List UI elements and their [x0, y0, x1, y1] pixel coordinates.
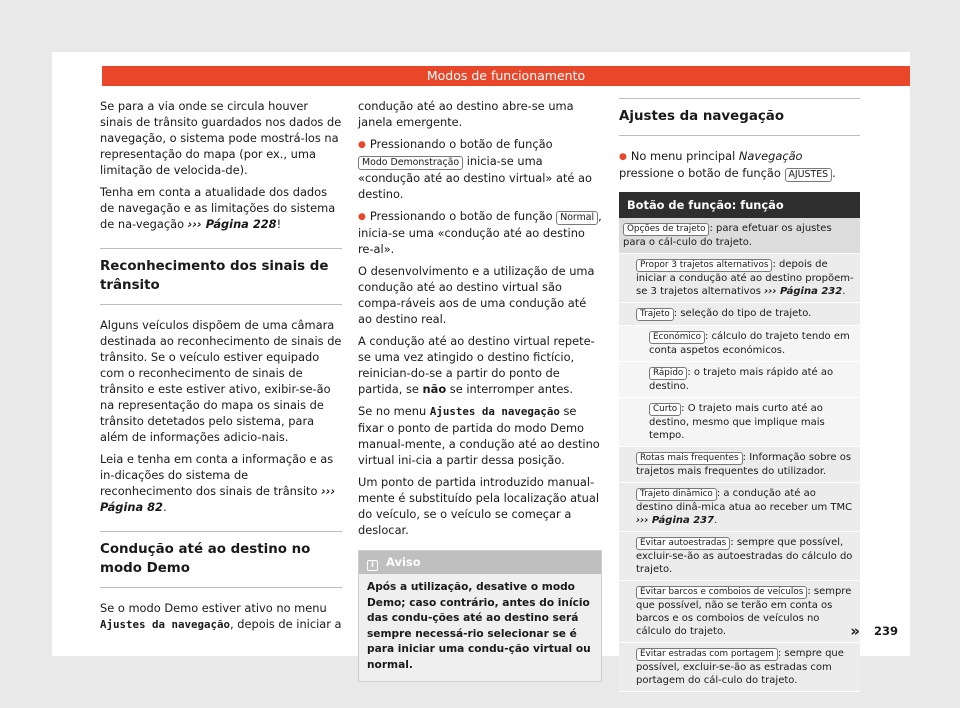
function-button-label: Curto: [649, 403, 681, 416]
manual-page: [52, 52, 910, 686]
paragraph: Se para a via onde se circula houver sinais de trânsito guardados nos dados de navegação, o sistema pode mostrá-los na representação do mapa (por ex., uma limitação de velocida-de).: [100, 99, 342, 177]
section-header: Modos de funcionamento: [102, 66, 910, 86]
paragraph: O desenvolvimento e a utilização de uma condução até ao destino virtual são compa-ráveis aos de uma condução até ao destino real.: [358, 264, 595, 326]
table-row: Trajeto dinâmico : a condução até ao destino dinâ-mica atua ao receber um TMC ››› Página 237.: [619, 483, 860, 532]
function-table: [619, 192, 860, 692]
page-reference-link[interactable]: ››› Página 228: [187, 217, 277, 231]
bullet-item: ● Pressionando o botão de função Normal , inicia-se uma «condução até ao destino re-al».: [358, 208, 602, 257]
section-heading: Ajustes da navegação: [619, 98, 860, 136]
table-row: Evitar barcos e comboios de veículos : sempre que possível, não se terão em conta os barcos e os comboios de veículos no cálculo do trajeto.: [619, 581, 860, 643]
function-button-label: Propor 3 trajetos alternativos: [636, 259, 772, 272]
paragraph: Um ponto de partida introduzido manual-mente é substituído pela localização atual do veículo, se o veículo se começar a deslocar.: [358, 475, 599, 537]
paragraph: Alguns veículos dispõem de uma câmara destinada ao reconhecimento de sinais de trânsito. Se o veículo estiver equipado com o reconhecimento de sinais de trânsito e este estiver ativo, exibir-se-ão na representação do mapa os sinais de trânsito detetados pelo sistema, para além de informações adicio-nais.: [100, 318, 342, 444]
function-button-label: Evitar barcos e comboios de veículos: [636, 586, 807, 599]
table-row: Evitar autoestradas : sempre que possível, excluir-se-ão as autoestradas do cálculo do trajeto.: [619, 532, 860, 581]
table-row: Rápido : o trajeto mais rápido até ao destino.: [619, 362, 860, 398]
paragraph: condução até ao destino abre-se uma janela emergente.: [358, 99, 574, 129]
function-button-label: Normal: [556, 211, 598, 225]
notice-box: [358, 550, 602, 682]
table-body: [619, 218, 860, 692]
paragraph: Se no menu Ajustes da navegação se fixar o ponto de partida do modo Demo manual-mente, a condução até ao destino virtual ini-cia a partir dessa posição.: [358, 404, 600, 467]
column-left: [100, 98, 342, 639]
paragraph: Leia e tenha em conta a informação e as in-dicações do sistema de reconhecimento dos sinais de trânsito ››› Página 82.: [100, 452, 336, 514]
table-row: Trajeto : seleção do tipo de trajeto.: [619, 303, 860, 326]
menu-name: Ajustes da navegação: [429, 405, 560, 418]
notice-header: i Aviso: [359, 551, 601, 574]
function-button-label: Rápido: [649, 367, 687, 380]
notice-body: Após a utilização, desative o modo Demo; caso contrário, antes do início das condu-ções até ao destino será sempre necessá-rio selecionar se é para iniciar uma condu-ção virtual ou normal.: [359, 574, 601, 681]
function-button-label: Trajeto: [636, 308, 674, 321]
paragraph: Tenha em conta a atualidade dos dados de navegação e as limitações do sistema de na-vegação ››› Página 228!: [100, 185, 336, 231]
menu-name: Ajustes da navegação: [100, 618, 231, 631]
page-reference-link[interactable]: ››› Página 82: [100, 484, 336, 514]
function-button-label: Económico: [649, 331, 705, 344]
table-row: Opções de trajeto : para efetuar os ajustes para o cál-culo do trajeto.: [619, 218, 860, 254]
continue-arrow-icon: »: [850, 622, 860, 640]
table-row: Propor 3 trajetos alternativos : depois de iniciar a condução até ao destino propõem-se 3 trajetos alternativos ››› Página 232.: [619, 254, 860, 303]
table-header: Botão de função: função: [619, 192, 860, 218]
function-button-label: Evitar autoestradas: [636, 537, 730, 550]
function-button-label: AJUSTES: [785, 168, 833, 182]
bullet-item: ● Pressionando o botão de função Modo Demonstração inicia-se uma «condução até ao destino virtual» até ao destino.: [358, 136, 602, 202]
function-button-label: Evitar estradas com portagem: [636, 648, 778, 661]
function-button-label: Modo Demonstração: [358, 156, 463, 170]
column-middle: [358, 98, 602, 682]
section-heading: Reconhecimento dos sinais de trânsito: [100, 248, 342, 305]
paragraph: Se o modo Demo estiver ativo no menu Ajustes da navegação, depois de iniciar a: [100, 601, 342, 631]
table-row: Evitar estradas com portagem : sempre que possível, excluir-se-ão as estradas com portagem do cál-culo do trajeto.: [619, 643, 860, 692]
page-reference-link[interactable]: ››› Página 232: [764, 286, 843, 297]
function-button-label: Opções de trajeto: [623, 223, 709, 236]
bullet-item: ● No menu principal Navegação pressione o botão de função AJUSTES .: [619, 148, 860, 182]
column-right: [619, 98, 860, 692]
table-row: Económico : cálculo do trajeto tendo em conta aspetos económicos.: [619, 326, 860, 362]
table-row: Curto : O trajeto mais curto até ao destino, mesmo que implique mais tempo.: [619, 398, 860, 447]
section-heading: Condução até ao destino no modo Demo: [100, 531, 342, 588]
info-icon: i: [367, 560, 378, 571]
table-row: Rotas mais frequentes : Informação sobre os trajetos mais frequentes do utilizador.: [619, 447, 860, 483]
function-button-label: Rotas mais frequentes: [636, 452, 743, 465]
function-button-label: Trajeto dinâmico: [636, 488, 717, 501]
paragraph: A condução até ao destino virtual repete-se uma vez atingido o destino fictício, reinician-do-se a partir do ponto de partida, se não se interromper antes.: [358, 334, 595, 396]
page-reference-link[interactable]: ››› Página 237: [636, 515, 715, 526]
page-number: 239: [873, 624, 898, 638]
